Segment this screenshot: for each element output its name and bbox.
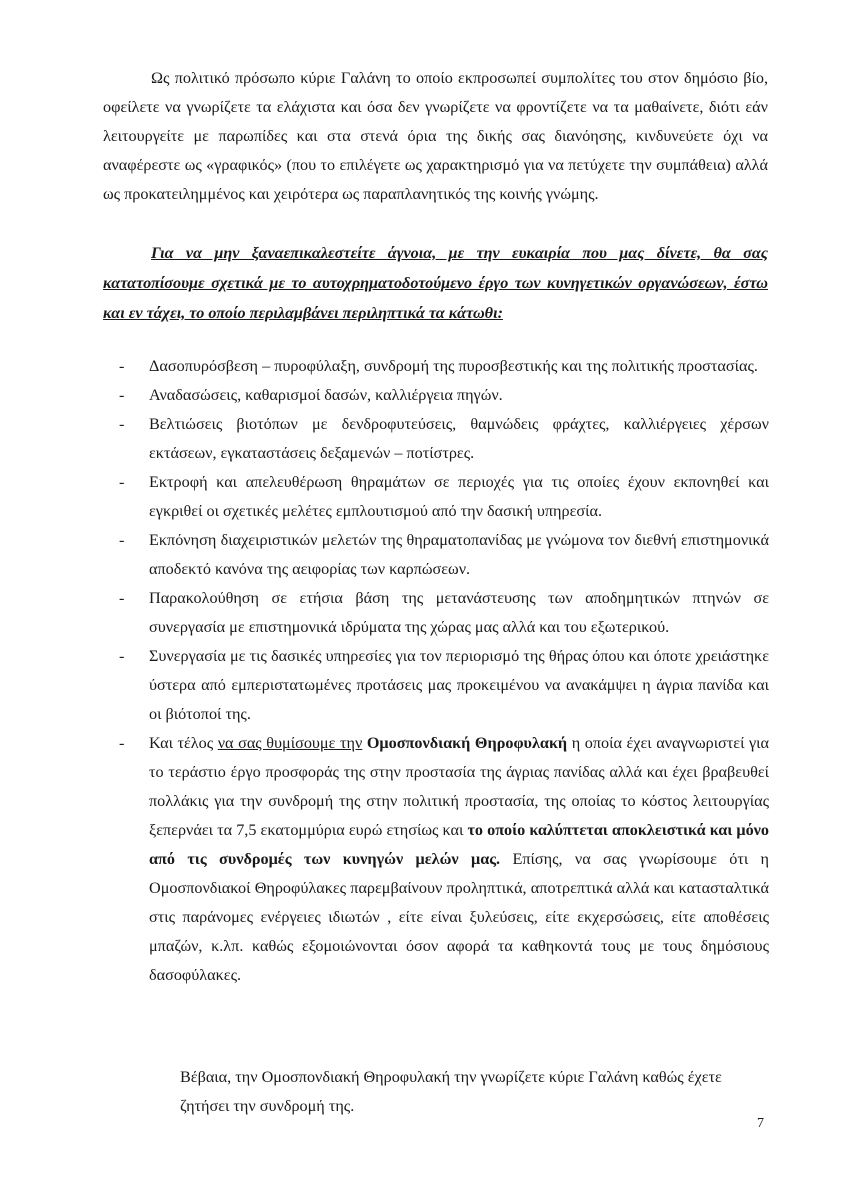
closing-paragraph: Βέβαια, την Ομοσπονδιακή Θηροφυλακή την γνωρίζετε κύριε Γαλάνη καθώς έχετε ζητήσει την συνδρομή της. xyxy=(180,1068,722,1115)
list-item-federal-warden xyxy=(119,729,769,990)
last-item-bold-name: Ομοσπονδιακή Θηροφυλακή xyxy=(366,734,568,752)
bullet-dash: - xyxy=(119,357,125,375)
bullet-dash: - xyxy=(119,647,125,665)
bullet-dash: - xyxy=(119,386,125,404)
bullet-dash: - xyxy=(119,589,125,607)
last-item-bold-funding: το οποίο καλύπτεται αποκλειστικά και μόνο από τις συνδρομές των κυνηγών μελών μας. xyxy=(149,821,769,868)
list-item xyxy=(119,468,769,526)
list-item-text: Εκτροφή και απελευθέρωση θηραμάτων σε περιοχές για τις οποίες έχουν εκπονηθεί και εγκριθεί οι σχετικές μελέτες εμπλουτισμού από την δασική υπηρεσία. xyxy=(149,473,769,520)
bullet-dash: - xyxy=(119,473,125,491)
list-item-text: Δασοπυρόσβεση – πυροφύλαξη, συνδρομή της πυροσβεστικής και της πολιτικής προστασίας. xyxy=(149,357,758,375)
last-item-part-1: Και τέλος xyxy=(149,734,218,752)
bullet-dash: - xyxy=(119,734,125,752)
list-item xyxy=(119,642,769,729)
list-item xyxy=(119,381,769,410)
list-item xyxy=(119,526,769,584)
list-item-text: Παρακολούθηση σε ετήσια βάση της μετανάστευσης των αποδημητικών πτηνών σε συνεργασία με επιστημονικά ιδρύματα της χώρας μας αλλά και του εξωτερικού. xyxy=(149,589,769,636)
page-number: 7 xyxy=(757,1116,764,1131)
list-item-text: Εκπόνηση διαχειριστικών μελετών της θηραματοπανίδας με γνώμονα τον διεθνή επιστημονικά αποδεκτό κανόνα της αειφορίας των καρπώσεων. xyxy=(149,531,769,578)
section-heading: Για να μην ξαναεπικαλεστείτε άγνοια, με την ευκαιρία που μας δίνετε, θα σας κατατοπίσουμε σχετικά με το αυτοχρηματοδοτούμενο έργο των κυνηγετικών οργανώσεων, έστω και εν τάχει, το οποίο περιλαμβάνει περιληπτικά τα κάτωθι: xyxy=(103,244,768,322)
activities-list xyxy=(119,352,769,990)
list-item xyxy=(119,352,769,381)
list-item xyxy=(119,584,769,642)
list-item-text xyxy=(149,729,769,990)
list-item xyxy=(119,410,769,468)
intro-paragraph: Ως πολιτικό πρόσωπο κύριε Γαλάνη το οποίο εκπροσωπεί συμπολίτες του στον δημόσιο βίο, οφείλετε να γνωρίζετε τα ελάχιστα και όσα δεν γνωρίζετε να φροντίζετε να τα μαθαίνετε, διότι εάν λειτουργείτε με παρωπίδες και στα στενά όρια της δικής σας διανόησης, κινδυνεύετε όχι να αναφέρεστε ως «γραφικός» (που το επιλέγετε ως χαρακτηρισμό για να πετύχετε την συμπάθεια) αλλά ως προκατειλημμένος και χειρότερα ως παραπλανητικός της κοινής γνώμης. xyxy=(103,69,768,203)
last-item-part-7: Επίσης, να σας γνωρίσουμε ότι η Ομοσπονδιακοί Θηροφύλακες παρεμβαίνουν προληπτικά, αποτρεπτικά αλλά και κατασταλτικά στις παράνομες ενέργειες ιδιωτών , είτε είναι ξυλεύσεις, είτε εκχερσώσεις, είτε αποθέσεις μπαζών, κ.λπ. καθώς εξομοιώνονται όσον αφορά τα καθηκοντά τους με τους δημόσιους δασοφύλακες. xyxy=(149,850,769,984)
bullet-dash: - xyxy=(119,531,125,549)
list-item-text: Βελτιώσεις βιοτόπων με δενδροφυτεύσεις, θαμνώδεις φράχτες, καλλιέργειες χέρσων εκτάσεων, εγκαταστάσεις δεξαμενών – ποτίστρες. xyxy=(149,415,769,462)
list-item-text: Αναδασώσεις, καθαρισμοί δασών, καλλιέργεια πηγών. xyxy=(149,386,503,404)
last-item-part-5: η οποία έχει αναγνωριστεί για το τεράστιο έργο προσφοράς της στην προστασία της άγριας πανίδας αλλά και έχει βραβευθεί πολλάκις για την συνδρομή της στην πολιτική προστασία, της οποίας το κόστος λειτουργίας ξεπερνάει τα 7,5 εκατομμύρια ευρώ ετησίως και xyxy=(149,734,769,839)
last-item-underlined-phrase: να σας θυμίσουμε την xyxy=(217,734,363,752)
list-item-text: Συνεργασία με τις δασικές υπηρεσίες για τον περιορισμό της θήρας όπου και όποτε χρειάστηκε ύστερα από εμπεριστατωμένες προτάσεις μας προκειμένου να ανακάμψει η άγρια πανίδα και οι βιότοποί της. xyxy=(149,647,769,723)
bullet-dash: - xyxy=(119,415,125,433)
